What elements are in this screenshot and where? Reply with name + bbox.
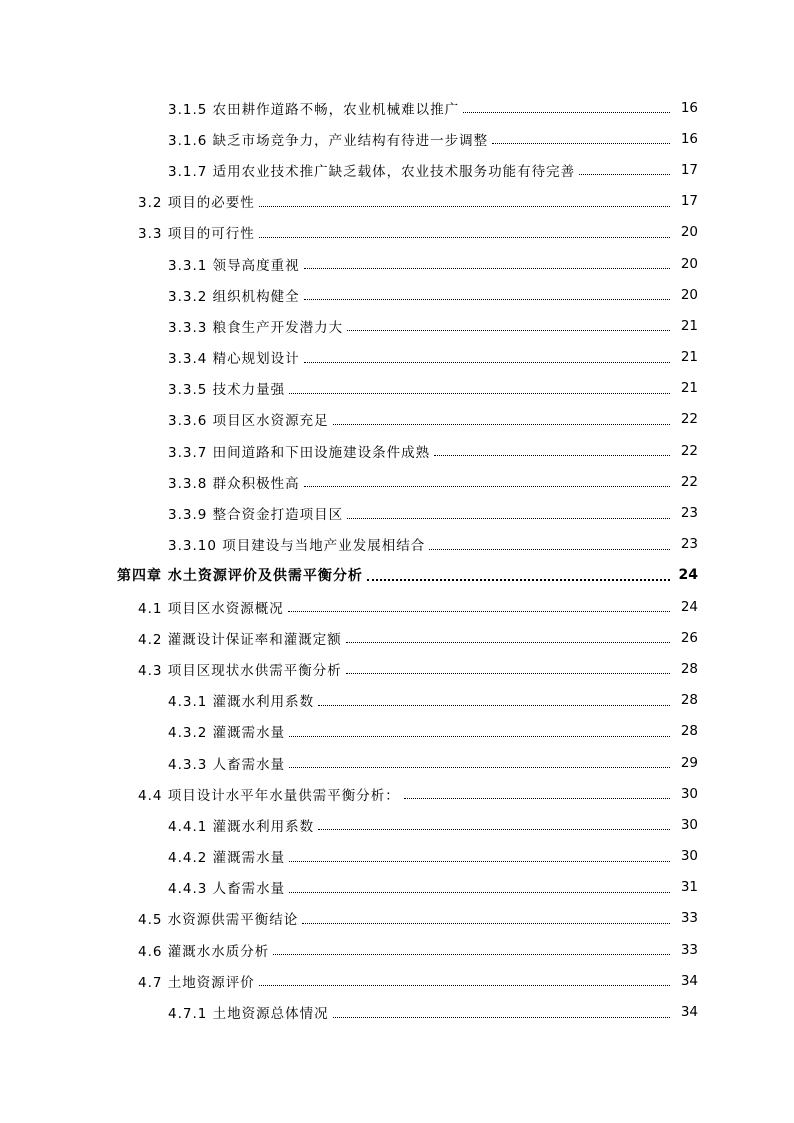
toc-entry-page-number: 30 [680,816,698,833]
toc-entry-page-number: 22 [680,473,698,490]
toc-entry-page-number: 34 [680,972,698,989]
toc-entry-page-number: 29 [680,754,698,771]
toc-entry-title: 4.4.2 灌溉需水量 [168,850,286,867]
toc-entry-page-number: 20 [680,286,698,303]
toc-entry[interactable] [0,92,698,123]
toc-entry-title: 4.5 水资源供需平衡结论 [138,912,299,929]
toc-entry[interactable] [0,123,698,154]
toc-leader-dots [289,767,670,768]
toc-entry[interactable] [0,965,698,996]
toc-entry-page-number: 28 [680,660,698,677]
toc-entry[interactable] [0,342,698,373]
toc-entry[interactable] [0,809,698,840]
toc-entry-title: 4.4.1 灌溉水利用系数 [168,818,315,835]
toc-entry-title: 4.1 项目区水资源概况 [138,600,284,617]
toc-entry-page-number: 20 [680,224,698,241]
table-of-contents [0,92,794,1028]
toc-entry-title: 3.3.6 项目区水资源充足 [168,413,329,430]
toc-leader-dots [289,393,670,394]
toc-entry[interactable] [0,373,698,404]
toc-entry-page-number: 31 [680,879,698,896]
toc-entry-page-number: 33 [680,910,698,927]
toc-entry-title: 3.1.7 适用农业技术推广缺乏载体，农业技术服务功能有待完善 [168,163,576,180]
toc-entry[interactable] [0,466,698,497]
toc-leader-dots [289,892,670,893]
toc-entry[interactable] [0,435,698,466]
toc-leader-dots [304,299,670,300]
toc-entry-page-number: 34 [680,1004,698,1021]
toc-entry-page-number: 28 [680,723,698,740]
toc-entry-page-number: 22 [680,442,698,459]
toc-leader-dots [318,829,670,830]
toc-leader-dots [434,455,670,456]
toc-leader-dots [304,486,670,487]
toc-entry-title: 3.3.2 组织机构健全 [168,288,300,305]
toc-entry-title: 3.1.6 缺乏市场竞争力，产业结构有待进一步调整 [168,132,489,149]
toc-leader-dots [302,923,670,924]
toc-entry-page-number: 23 [680,505,698,522]
toc-entry-title: 3.3.1 领导高度重视 [168,257,300,274]
toc-entry-page-number: 33 [680,941,698,958]
toc-entry[interactable] [0,996,698,1027]
toc-leader-dots [318,705,670,706]
toc-entry[interactable] [0,685,698,716]
toc-entry[interactable] [0,560,698,591]
toc-entry[interactable] [0,591,698,622]
toc-leader-dots [346,673,670,674]
toc-leader-dots [346,642,670,643]
toc-entry-page-number: 24 [680,598,698,615]
toc-entry-page-number: 16 [680,99,698,116]
toc-entry-title: 4.7.1 土地资源总体情况 [168,1006,329,1023]
toc-entry-page-number: 17 [680,161,698,178]
toc-entry-page-number: 16 [680,130,698,147]
toc-entry[interactable] [0,934,698,965]
toc-entry-title: 4.7 土地资源评价 [138,974,255,991]
toc-entry[interactable] [0,747,698,778]
toc-leader-dots [304,362,670,363]
toc-leader-dots [463,112,670,113]
toc-entry-title: 3.3.4 精心规划设计 [168,351,300,368]
toc-leader-dots [273,954,670,955]
toc-entry[interactable] [0,622,698,653]
toc-entry-page-number: 21 [680,380,698,397]
toc-entry-title: 3.3.8 群众积极性高 [168,475,300,492]
toc-entry[interactable] [0,529,698,560]
toc-leader-dots [347,330,670,331]
toc-entry-title: 第四章 水土资源评价及供需平衡分析 [117,568,363,585]
toc-entry[interactable] [0,778,698,809]
toc-entry-title: 4.4 项目设计水平年水量供需平衡分析： [138,787,400,804]
toc-entry-title: 4.3.2 灌溉需水量 [168,725,286,742]
toc-entry[interactable] [0,154,698,185]
toc-leader-dots [429,549,670,550]
toc-entry-title: 3.3.10 项目建设与当地产业发展相结合 [168,538,426,555]
toc-entry-title: 4.3.3 人畜需水量 [168,756,286,773]
toc-entry-title: 3.2 项目的必要性 [138,195,255,212]
toc-entry-page-number: 21 [680,317,698,334]
toc-entry-page-number: 28 [680,692,698,709]
toc-entry-page-number: 30 [680,848,698,865]
toc-entry-title: 4.6 灌溉水水质分析 [138,943,270,960]
toc-leader-dots [333,424,670,425]
toc-leader-dots [367,579,670,581]
toc-entry[interactable] [0,248,698,279]
toc-entry-page-number: 24 [678,567,698,584]
toc-entry-title: 3.3.5 技术力量强 [168,382,286,399]
toc-entry[interactable] [0,872,698,903]
toc-entry-title: 3.3 项目的可行性 [138,226,255,243]
toc-entry-page-number: 21 [680,349,698,366]
toc-leader-dots [259,206,670,207]
toc-entry-page-number: 23 [680,536,698,553]
toc-entry-title: 3.3.7 田间道路和下田设施建设条件成熟 [168,444,431,461]
toc-entry[interactable] [0,310,698,341]
toc-entry-title: 4.2 灌溉设计保证率和灌溉定额 [138,631,342,648]
toc-entry[interactable] [0,903,698,934]
toc-entry[interactable] [0,279,698,310]
toc-entry[interactable] [0,497,698,528]
toc-entry[interactable] [0,186,698,217]
toc-entry-page-number: 26 [680,629,698,646]
toc-entry-page-number: 22 [680,411,698,428]
toc-entry-page-number: 20 [680,255,698,272]
toc-leader-dots [288,611,670,612]
toc-leader-dots [289,861,670,862]
toc-entry-title: 3.1.5 农田耕作道路不畅，农业机械难以推广 [168,101,460,118]
toc-leader-dots [492,143,670,144]
toc-leader-dots [347,518,670,519]
toc-leader-dots [259,237,670,238]
toc-leader-dots [259,985,670,986]
toc-entry-title: 3.3.3 粮食生产开发潜力大 [168,319,344,336]
toc-entry-title: 3.3.9 整合资金打造项目区 [168,507,344,524]
toc-leader-dots [289,736,670,737]
toc-entry-title: 4.3.1 灌溉水利用系数 [168,694,315,711]
toc-entry-page-number: 17 [680,193,698,210]
toc-entry-title: 4.3 项目区现状水供需平衡分析 [138,662,342,679]
toc-entry[interactable] [0,404,698,435]
toc-leader-dots [579,174,670,175]
toc-entry[interactable] [0,217,698,248]
toc-entry-page-number: 30 [680,785,698,802]
toc-leader-dots [333,1017,670,1018]
toc-entry[interactable] [0,841,698,872]
toc-leader-dots [404,798,670,799]
toc-entry[interactable] [0,716,698,747]
toc-entry-title: 4.4.3 人畜需水量 [168,881,286,898]
toc-entry[interactable] [0,653,698,684]
toc-leader-dots [304,268,670,269]
